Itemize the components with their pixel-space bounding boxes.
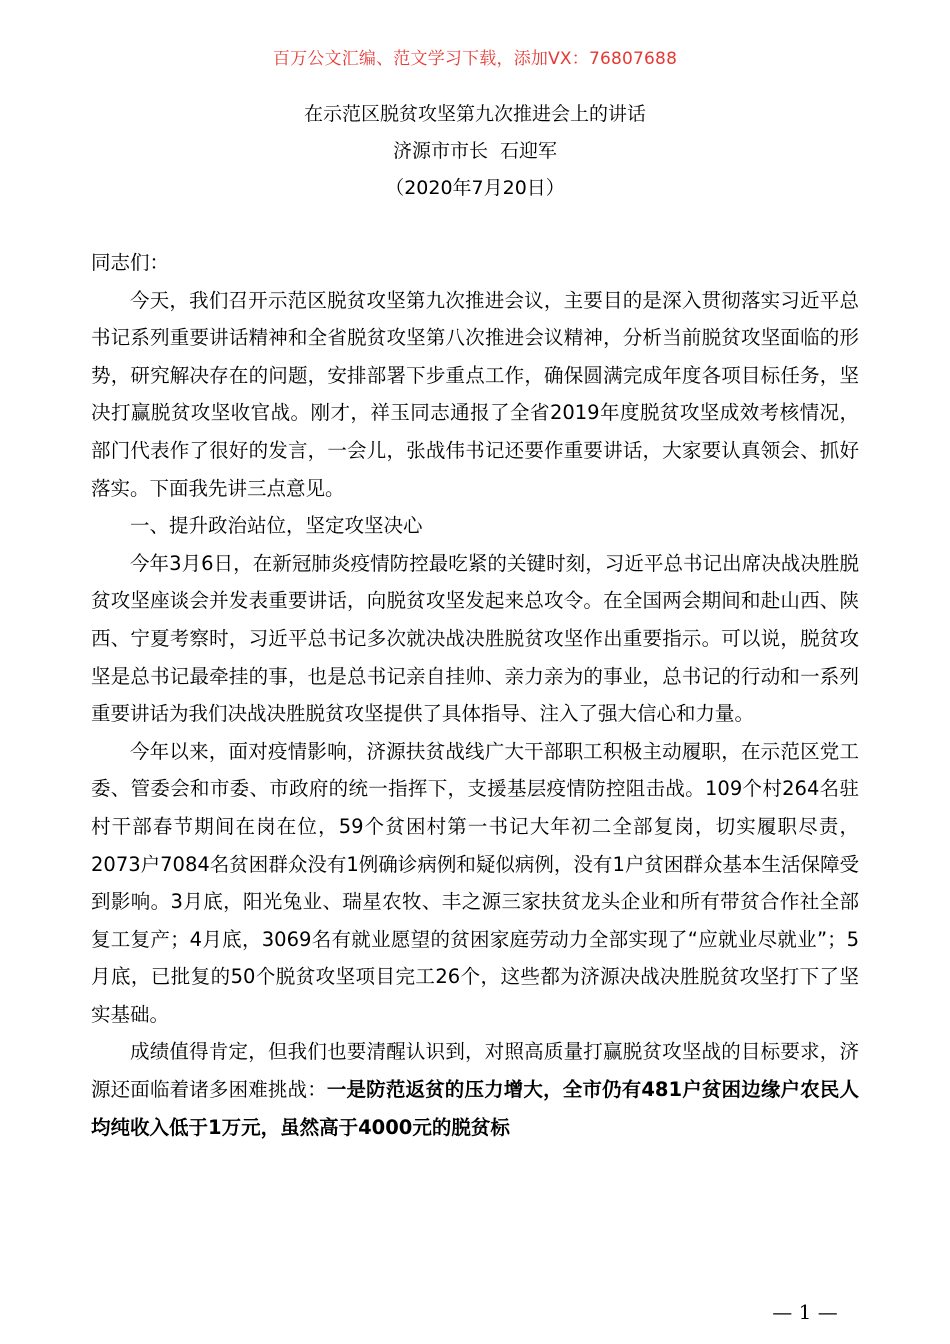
paragraph-march-speech: 今年3月6日，在新冠肺炎疫情防控最吃紧的关键时刻，习近平总书记出席决战决胜脱贫攻坚座谈会并发表重要讲话，向脱贫攻坚发起来总攻令。在全国两会期间和赴山西、陕西、宁夏考察时，习近平总书记多次就决战决胜脱贫攻坚作出重要指示。可以说，脱贫攻坚是总书记最牵挂的事，也是总书记亲自挂帅、亲力亲为的事业，总书记的行动和一系列重要讲话为我们决战决胜脱贫攻坚提供了具体指导、注入了强大信心和力量。 — [91, 551, 859, 726]
paragraph-challenges — [91, 1033, 859, 1146]
speaker-line: 济源市市长 石迎军 — [392, 140, 558, 162]
speech-date: （2020年7月20日） — [385, 177, 565, 199]
speech-header — [0, 96, 950, 207]
speech-body — [91, 244, 859, 1146]
speech-title: 在示范区脱贫攻坚第九次推进会上的讲话 — [303, 103, 646, 125]
paragraph-achievements: 今年以来，面对疫情影响，济源扶贫战线广大干部职工积极主动履职，在示范区党工委、管委会和市委、市政府的统一指挥下，支援基层疫情防控阻击战。109个村264名驻村干部春节期间在岗在位，59个贫困村第一书记大年初二全部复岗，切实履职尽责，2073户7084名贫困群众没有1例确诊病例和疑似病例，没有1户贫困群众基本生活保障受到影响。3月底，阳光兔业、瑞星农牧、丰之源三家扶贫龙头企业和所有带贫合作社全部复工复产；4月底，3069名有就业愿望的贫困家庭劳动力全部实现了“应就业尽就业”；5月底，已批复的50个脱贫攻坚项目完工26个，这些都为济源决战决胜脱贫攻坚打下了坚实基础。 — [91, 739, 859, 1026]
download-banner: 百万公文汇编、范文学习下载，添加VX：76807688 — [272, 49, 678, 69]
section-heading-1: 一、提升政治站位，坚定攻坚决心 — [130, 514, 423, 538]
challenges-lead-text: 成绩值得肯定，但我们也要清醒认识到，对照高质量打赢脱贫攻坚战的目标要求，济源还面临着诸多困难挑战： — [91, 1040, 859, 1102]
salutation: 同志们： — [91, 251, 170, 274]
challenges-bold-text: 一是防范返贫的压力增大，全市仍有481户贫困边缘户农民人均纯收入低于1万元，虽然高于4000元的脱贫标 — [91, 1078, 859, 1139]
page-number: — 1 — — [772, 1300, 838, 1324]
paragraph-intro: 今天，我们召开示范区脱贫攻坚第九次推进会议，主要目的是深入贯彻落实习近平总书记系列重要讲话精神和全省脱贫攻坚第八次推进会议精神，分析当前脱贫攻坚面临的形势，研究解决存在的问题，安排部署下步重点工作，确保圆满完成年度各项目标任务，坚决打赢脱贫攻坚收官战。刚才，祥玉同志通报了全省2019年度脱贫攻坚成效考核情况，部门代表作了很好的发言，一会儿，张战伟书记还要作重要讲话，大家要认真领会、抓好落实。下面我先讲三点意见。 — [91, 288, 859, 500]
